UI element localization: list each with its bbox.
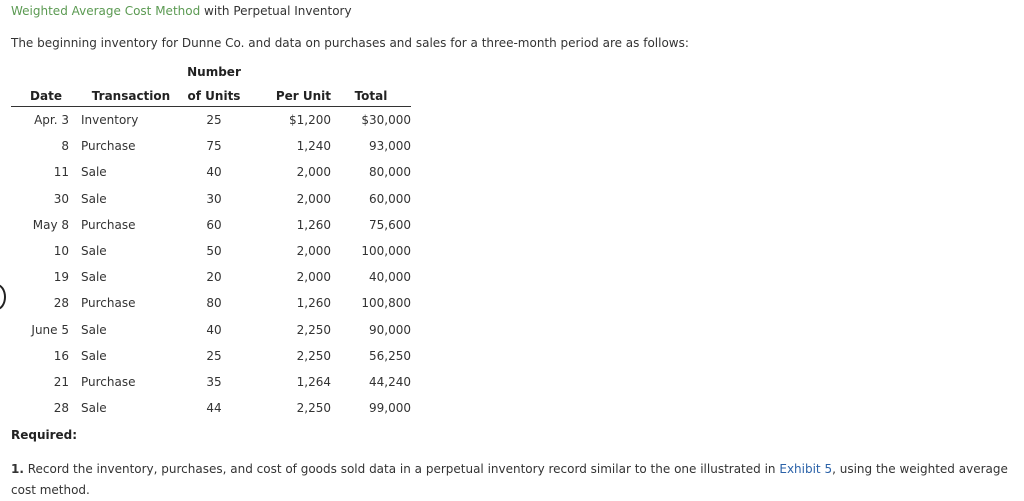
table-row [11, 343, 411, 369]
cell-units: 30 [206, 191, 222, 206]
table-row [11, 369, 411, 395]
cell-total: 60,000 [369, 191, 411, 206]
cell-units: 80 [206, 296, 222, 311]
cell-transaction: Purchase [81, 374, 136, 389]
title-method: Weighted Average Cost Method [11, 4, 201, 18]
title-rest: with Perpetual Inventory [204, 4, 352, 18]
cell-transaction: Sale [81, 165, 107, 180]
cell-date: 11 [53, 165, 69, 180]
cell-per-unit: 1,240 [296, 139, 331, 154]
col-header-units-line1: Number [187, 65, 241, 79]
cell-transaction: Sale [81, 322, 107, 337]
cell-total: 93,000 [369, 139, 411, 154]
cell-total: 100,800 [361, 296, 411, 311]
cell-total: 75,600 [369, 217, 411, 232]
cell-transaction: Sale [81, 191, 107, 206]
cell-per-unit: 2,000 [296, 244, 331, 259]
page-title [11, 4, 352, 18]
col-header-total: Total [331, 82, 411, 107]
cell-date: 16 [53, 348, 69, 363]
edge-circle-icon [0, 284, 6, 310]
cell-total: 56,250 [369, 348, 411, 363]
cell-date: Apr. 3 [34, 113, 69, 128]
cell-transaction: Sale [81, 244, 107, 259]
cell-per-unit: 2,000 [296, 191, 331, 206]
item-text-end: , using the weighted average cost method. [11, 462, 1008, 497]
cell-per-unit: 2,250 [296, 348, 331, 363]
table-row [11, 238, 411, 264]
cell-total: 90,000 [369, 322, 411, 337]
cell-units: 35 [206, 374, 222, 389]
cell-units: 40 [206, 322, 222, 337]
intro-text: The beginning inventory for Dunne Co. and data on purchases and sales for a three-month period are as follows: [11, 36, 689, 50]
cell-units: 25 [206, 113, 222, 128]
cell-date: 19 [53, 270, 69, 285]
cell-units: 60 [206, 217, 222, 232]
item-number: 1. [11, 462, 24, 476]
cell-per-unit: 1,260 [296, 217, 331, 232]
cell-date: May 8 [32, 217, 69, 232]
table-body [11, 107, 411, 422]
cell-transaction: Purchase [81, 139, 136, 154]
cell-units: 50 [206, 244, 222, 259]
cell-total: 99,000 [369, 401, 411, 416]
table-row [11, 133, 411, 159]
cell-units: 75 [206, 139, 222, 154]
cell-transaction: Purchase [81, 296, 136, 311]
table-row [11, 317, 411, 343]
cell-total: 40,000 [369, 270, 411, 285]
table-row [11, 290, 411, 316]
table-row [11, 186, 411, 212]
cell-date: 8 [61, 139, 69, 154]
cell-transaction: Inventory [81, 113, 139, 128]
cell-units: 25 [206, 348, 222, 363]
cell-date: 10 [53, 244, 69, 259]
cell-date: June 5 [31, 322, 69, 337]
table-row [11, 264, 411, 290]
cell-date: 28 [53, 401, 69, 416]
table-row [11, 212, 411, 238]
cell-per-unit: 2,000 [296, 165, 331, 180]
cell-per-unit: 2,250 [296, 322, 331, 337]
table-row [11, 395, 411, 421]
col-header-units-line2: of Units [181, 82, 247, 107]
cell-date: 28 [53, 296, 69, 311]
header-row-2 [11, 82, 411, 107]
exhibit-5-link[interactable]: Exhibit 5 [779, 462, 833, 476]
col-header-date: Date [11, 82, 81, 107]
cell-total: 44,240 [369, 374, 411, 389]
cell-transaction: Purchase [81, 217, 136, 232]
cell-date: 21 [53, 374, 69, 389]
required-item-1 [11, 459, 1019, 501]
cell-transaction: Sale [81, 270, 107, 285]
cell-total: $30,000 [361, 113, 411, 128]
cell-transaction: Sale [81, 348, 107, 363]
cell-units: 44 [206, 401, 222, 416]
header-row-1 [11, 62, 411, 82]
cell-transaction: Sale [81, 401, 107, 416]
item-text: Record the inventory, purchases, and cost of goods sold data in a perpetual inventory record similar to the one illustrated in [27, 462, 776, 476]
cell-per-unit: 2,000 [296, 270, 331, 285]
cell-total: 80,000 [369, 165, 411, 180]
required-label: Required: [11, 428, 78, 442]
inventory-table [11, 62, 411, 421]
col-header-transaction: Transaction [81, 82, 181, 107]
col-header-per-unit: Per Unit [247, 82, 331, 107]
cell-date: 30 [53, 191, 69, 206]
cell-per-unit: 2,250 [296, 401, 331, 416]
table-row [11, 159, 411, 185]
cell-units: 20 [206, 270, 222, 285]
cell-per-unit: $1,200 [289, 113, 331, 128]
cell-units: 40 [206, 165, 222, 180]
cell-total: 100,000 [361, 244, 411, 259]
cell-per-unit: 1,260 [296, 296, 331, 311]
cell-per-unit: 1,264 [296, 374, 331, 389]
table-row [11, 107, 411, 134]
